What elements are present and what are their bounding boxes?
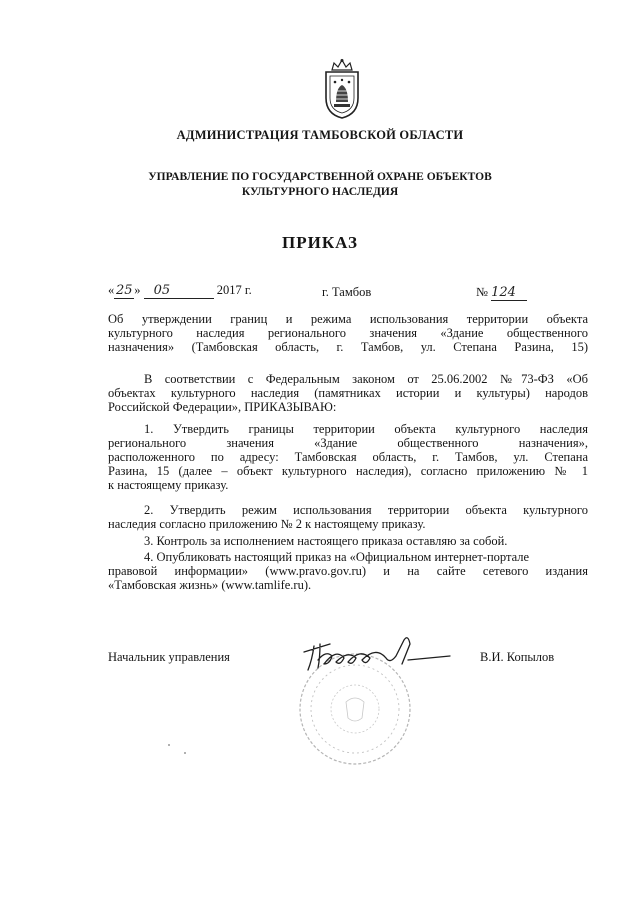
signatory-name: В.И. Копылов [480,650,555,664]
item-1-line-3: расположенного по адресу: Тамбовская область, г. Тамбов, ул. Степана [108,450,588,464]
department-title-line2: КУЛЬТУРНОГО НАСЛЕДИЯ [241,186,399,198]
number-value: 124 [491,285,527,301]
order-number [476,285,527,301]
item-1-paragraph [108,422,588,492]
quote-close: » [134,283,141,297]
date-month: 05 [144,283,214,299]
preamble-line-3: Российской Федерации», ПРИКАЗЫВАЮ: [108,400,337,414]
signatory-position: Начальник управления [108,650,230,664]
item-4-paragraph [108,550,588,592]
item-4-line-1: 4. Опубликовать настоящий приказ на «Официальном интернет-портале [144,550,530,564]
number-sign: № [476,285,488,299]
preamble-paragraph [108,372,588,414]
item-1-line-2: регионального значения «Здание общественного назначения», [108,436,588,450]
coat-of-arms-emblem [320,58,364,120]
item-3-paragraph [108,534,588,548]
scan-speck [168,744,170,746]
item-4-line-2: правовой информации» (www.pravo.gov.ru) и на сайте сетевого издания [108,564,588,578]
document-type-heading: ПРИКАЗ [282,233,358,252]
order-city: г. Тамбов [322,285,372,299]
item-1-line-1: 1. Утвердить границы территории объекта культурного наследия [144,422,588,436]
quote-open: « [108,283,115,297]
item-2-line-2: наследия согласно приложению № 2 к настоящему приказу. [108,517,426,531]
item-3-line-1: 3. Контроль за исполнением настоящего приказа оставляю за собой. [144,534,508,548]
item-1-line-4: Разина, 15 (далее – объект культурного наследия), согласно приложению № 1 [108,464,588,478]
item-4-line-3: «Тамбовская жизнь» (www.tamlife.ru). [108,578,312,592]
date-year: 2017 г. [216,283,252,297]
item-2-line-1: 2. Утвердить режим использования территории объекта культурного [144,503,588,517]
preamble-line-1: В соответствии с Федеральным законом от 25.06.2002 №73-ФЗ «Об [144,372,588,386]
administration-title: АДМИНИСТРАЦИЯ ТАМБОВСКОЙ ОБЛАСТИ [176,128,464,142]
handwritten-signature [300,630,460,680]
subject-line-3: назначения» (Тамбовская область, г. Тамбов, ул. Степана Разина, 15) [108,340,588,354]
department-title-line1: УПРАВЛЕНИЕ ПО ГОСУДАРСТВЕННОЙ ОХРАНЕ ОБЪЕКТОВ [148,171,492,183]
subject-line-2: культурного наследия регионального значения «Здание общественного [108,326,588,340]
order-date [108,283,252,299]
item-2-paragraph [108,503,588,531]
preamble-line-2: объектах культурного наследия (памятниках истории и культуры) народов [108,386,588,400]
item-1-line-5: к настоящему приказу. [108,478,229,492]
subject-line-1: Об утверждении границ и режима использования территории объекта [108,312,588,326]
date-day: 25 [115,283,133,298]
order-subject [108,312,588,354]
scan-speck [184,752,186,754]
